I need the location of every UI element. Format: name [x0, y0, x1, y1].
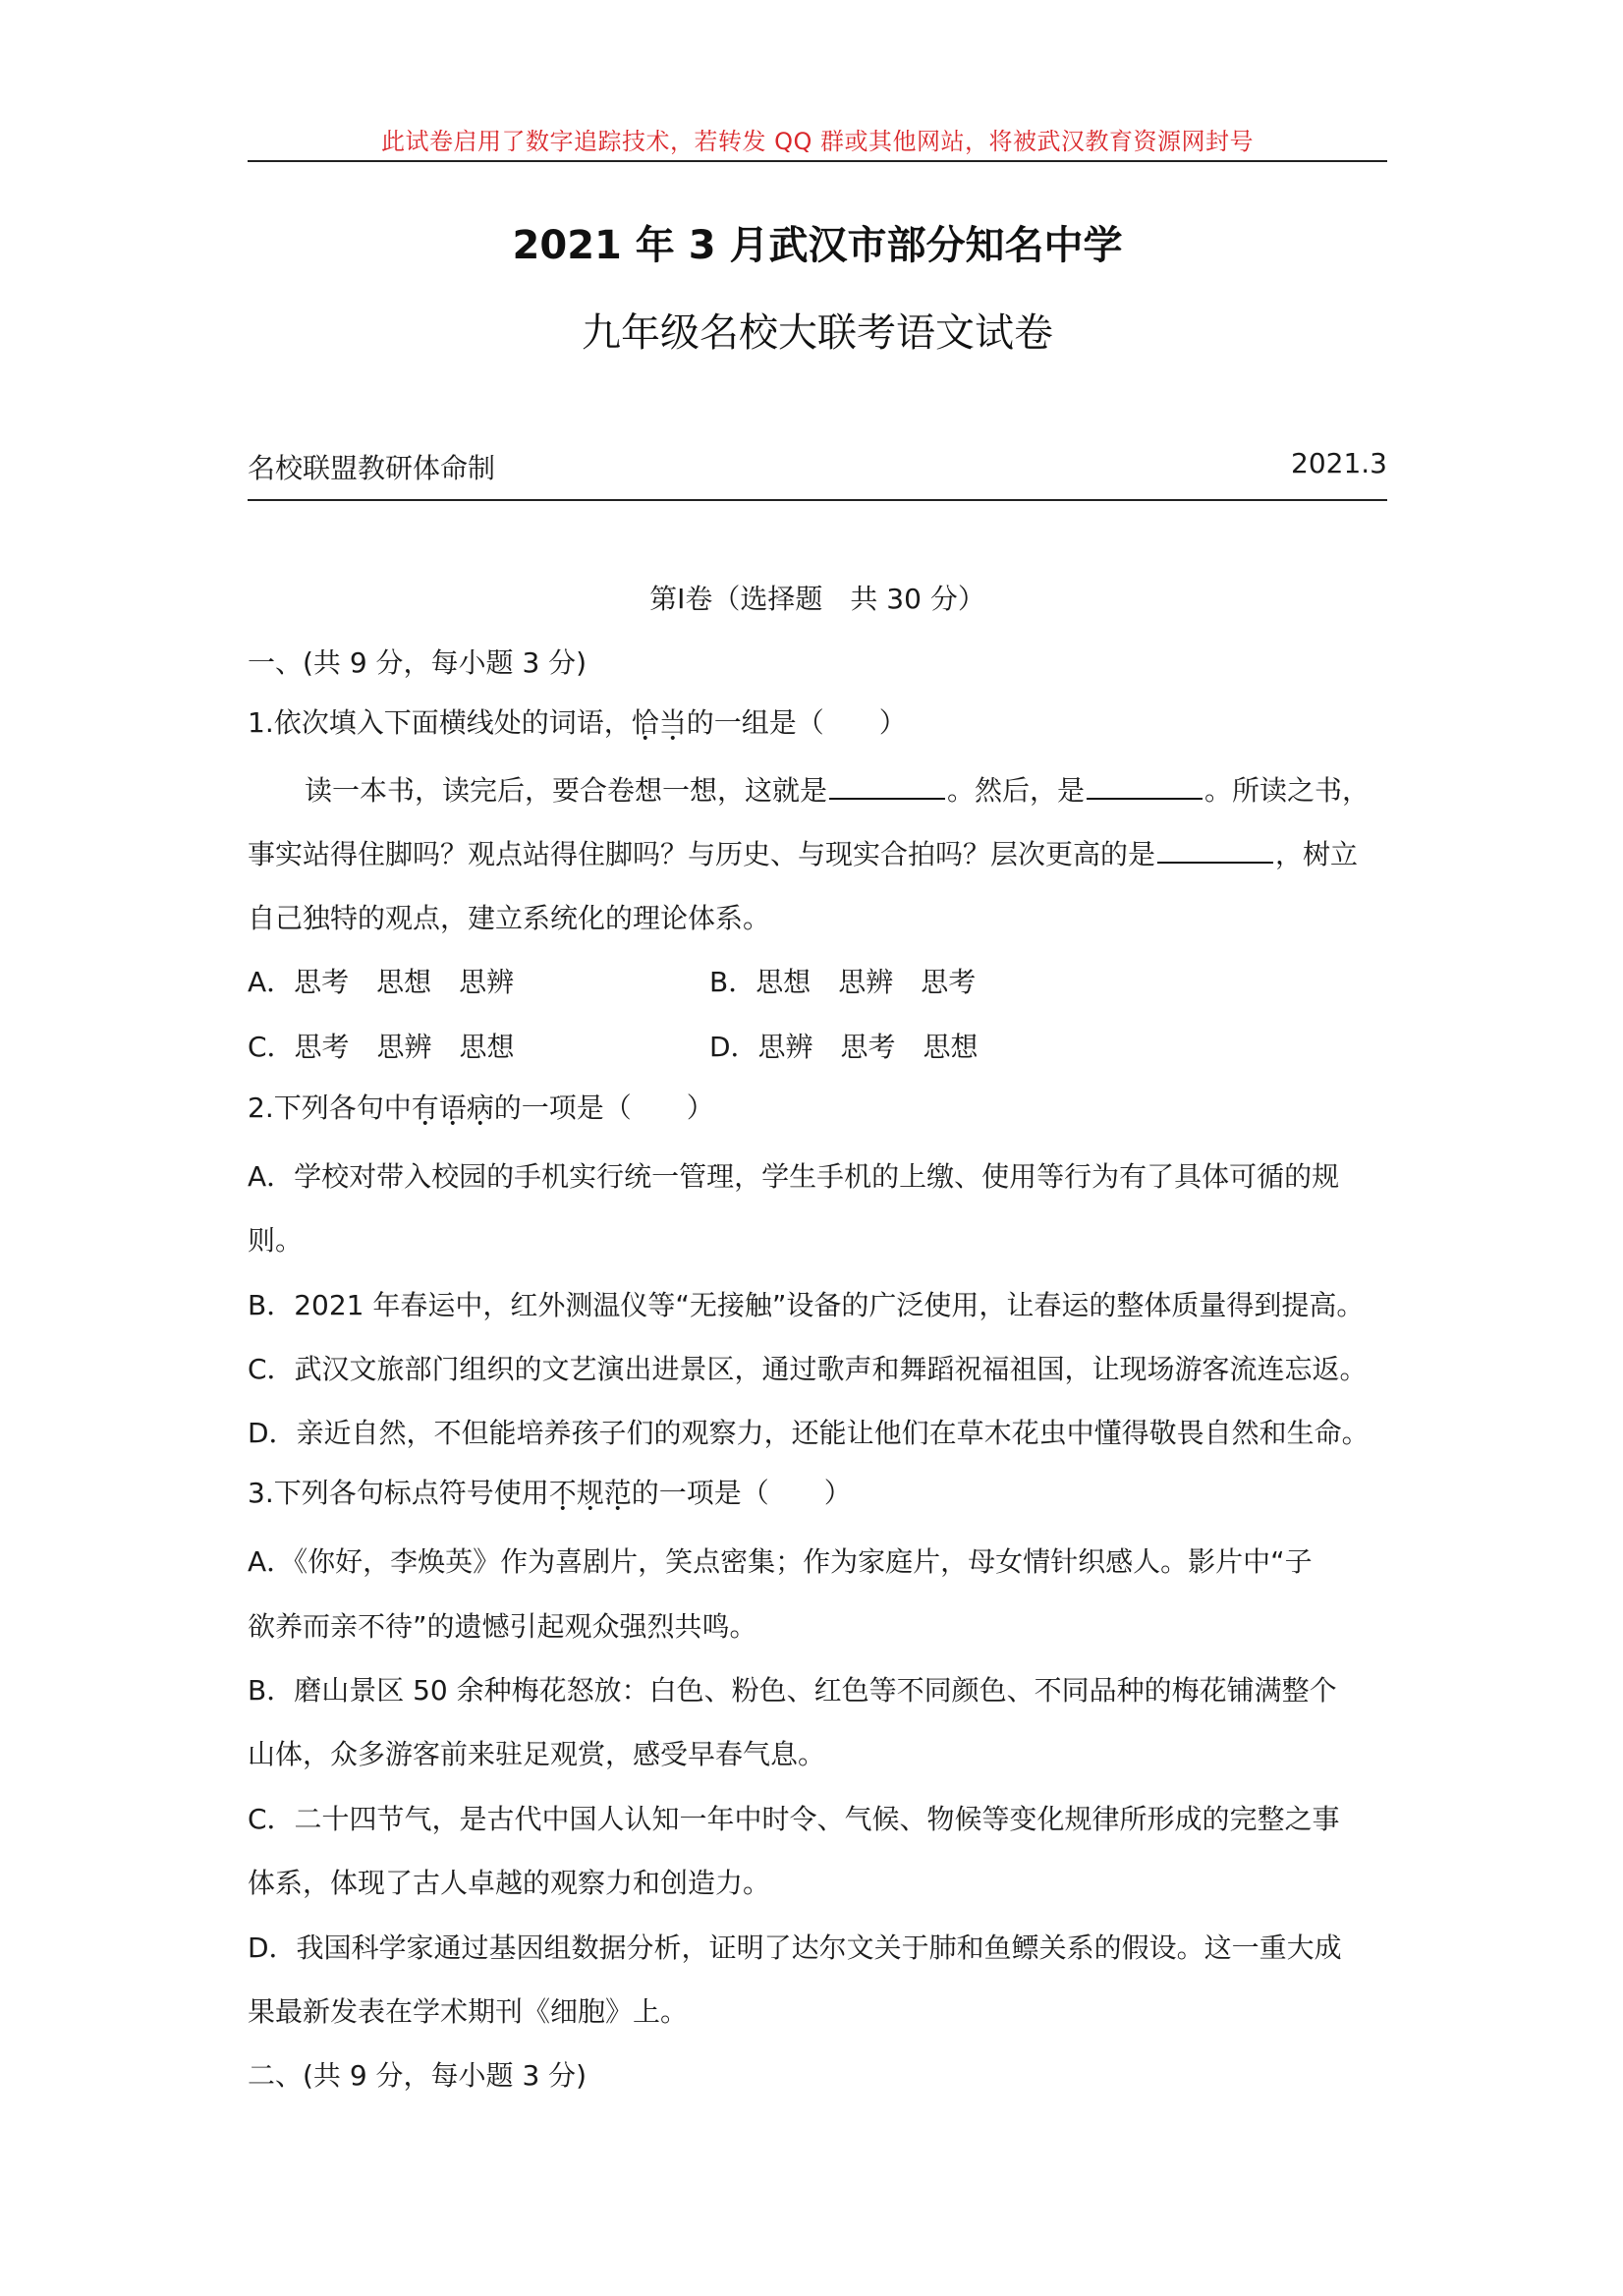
q1-option-b: B．思想 思辨 思考: [709, 966, 977, 998]
exam-date: 2021.3: [1291, 447, 1387, 479]
q3-option-a-line1: A．《你好，李焕英》作为喜剧片，笑点密集；作为家庭片，母女情针织感人。影片中“子: [248, 1545, 1313, 1578]
q1-option-d: D．思辨 思考 思想: [709, 1031, 979, 1063]
emphasis-char: 病: [466, 1092, 494, 1124]
header-rule: [248, 160, 1387, 162]
q2-option-a-line2: 则。: [248, 1224, 304, 1257]
q1-stem: 1.依次填入下面横线处的词语，恰当的一组是（ ）: [248, 703, 907, 743]
emphasis-char: 有: [411, 1092, 439, 1124]
q1-option-c: C．思考 思辨 思想: [248, 1031, 515, 1063]
fill-blank-2: [1087, 772, 1203, 800]
q3-option-c-line1: C．二十四节气，是古代中国人认知一年中时令、气候、物候等变化规律所形成的完整之事: [248, 1803, 1340, 1835]
emphasis-char: 不: [548, 1477, 577, 1509]
section-1-heading: 一、(共 9 分，每小题 3 分): [248, 646, 588, 679]
emphasis-char: 恰: [631, 706, 659, 739]
q1-passage-line2: 事实站得住脚吗？观点站得住脚吗？与历史、与现实合拍吗？层次更高的是 ，树立: [248, 838, 1359, 870]
q2-option-c: C．武汉文旅部门组织的文艺演出进景区，通过歌声和舞蹈祝福祖国，让现场游客流连忘返。: [248, 1353, 1368, 1385]
q2-stem: 2.下列各句中有语病的一项是（ ）: [248, 1089, 714, 1128]
fill-blank-3: [1157, 836, 1273, 864]
tracking-notice: 此试卷启用了数字追踪技术，若转发 QQ 群或其他网站，将被武汉教育资源网封号: [380, 128, 1255, 155]
volume-heading: 第Ⅰ卷（选择题 共 30 分）: [649, 583, 985, 615]
q3-option-d-line1: D．我国科学家通过基因组数据分析，证明了达尔文关于肺和鱼鳔关系的假设。这一重大成: [248, 1932, 1342, 1964]
q2-option-d: D．亲近自然，不但能培养孩子们的观察力，还能让他们在草木花虫中懂得敬畏自然和生命。: [248, 1417, 1370, 1449]
exam-title-line1: 2021 年 3 月武汉市部分知名中学: [512, 223, 1123, 268]
emphasis-char: 语: [438, 1092, 467, 1124]
emphasis-char: 范: [603, 1477, 632, 1509]
emphasis-char: 当: [658, 706, 687, 739]
q1-passage-line3: 自己独特的观点，建立系统化的理论体系。: [248, 902, 771, 934]
section-2-heading: 二、(共 9 分，每小题 3 分): [248, 2059, 588, 2092]
meta-rule: [248, 499, 1387, 501]
q3-option-b-line1: B．磨山景区 50 余种梅花怒放：白色、粉色、红色等不同颜色、不同品种的梅花铺满整个: [248, 1674, 1337, 1707]
emphasis-char: 规: [576, 1477, 604, 1509]
exam-title-line2: 九年级名校大联考语文试卷: [582, 310, 1053, 356]
q1-option-a: A．思考 思想 思辨: [248, 966, 515, 998]
q3-option-b-line2: 山体，众多游客前来驻足观赏，感受早春气息。: [248, 1738, 826, 1770]
author-label: 名校联盟教研体命制: [248, 452, 496, 484]
q2-option-a-line1: A．学校对带入校园的手机实行统一管理，学生手机的上缴、使用等行为有了具体可循的规: [248, 1160, 1340, 1193]
q3-option-c-line2: 体系，体现了古人卓越的观察力和创造力。: [248, 1867, 771, 1899]
q2-option-b: B．2021 年春运中，红外测温仪等“无接触”设备的广泛使用，让春运的整体质量得到提高。: [248, 1289, 1365, 1321]
q1-passage-line1: 读一本书，读完后，要合卷想一想，这就是 。然后，是 。所读之书，: [305, 774, 1371, 807]
q3-stem: 3.下列各句标点符号使用不规范的一项是（ ）: [248, 1474, 852, 1513]
fill-blank-1: [829, 772, 945, 800]
q3-option-d-line2: 果最新发表在学术期刊《细胞》上。: [248, 1995, 689, 2028]
q3-option-a-line2: 欲养而亲不待”的遗憾引起观众强烈共鸣。: [248, 1610, 757, 1643]
